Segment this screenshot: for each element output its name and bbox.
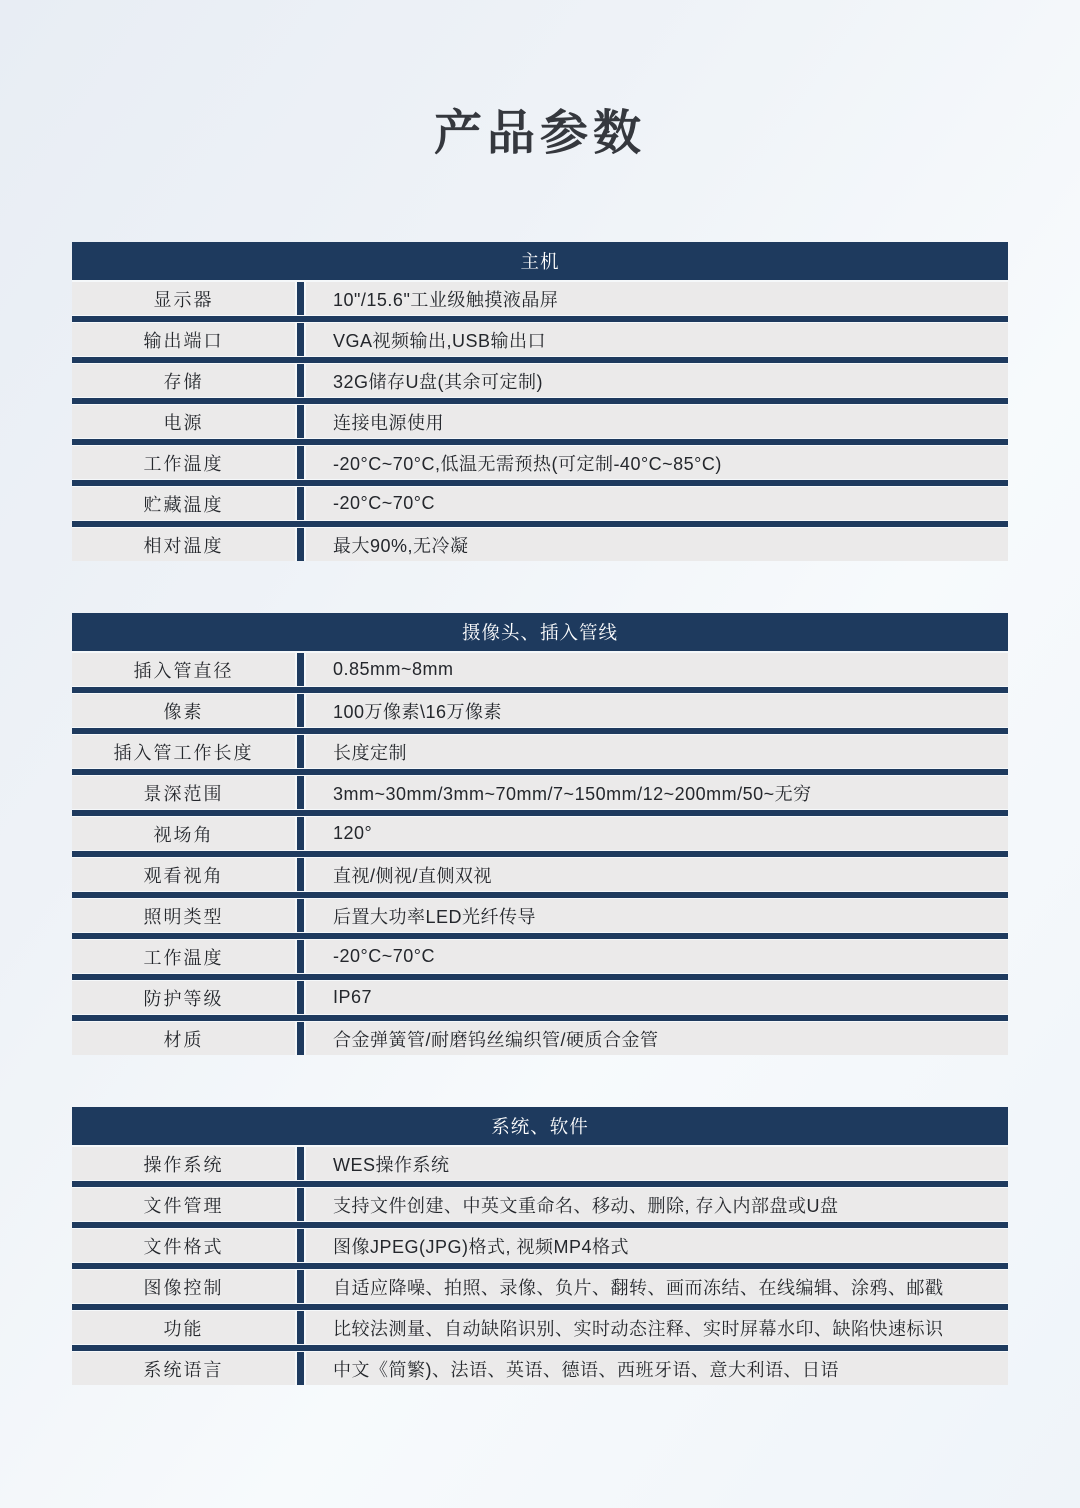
spec-value: 后置大功率LED光纤传导	[297, 899, 1008, 932]
table-row	[72, 364, 1008, 397]
spec-value: 比较法测量、自动缺陷识别、实时动态注释、实时屏幕水印、缺陷快速标识	[297, 1311, 1008, 1344]
spec-label: 功能	[72, 1311, 297, 1344]
table-header: 系统、软件	[72, 1107, 1008, 1147]
spec-value: 120°	[297, 817, 1008, 850]
spec-label: 景深范围	[72, 776, 297, 809]
row-divider	[72, 438, 1008, 446]
row-divider	[72, 809, 1008, 817]
table-row	[72, 694, 1008, 727]
row-divider	[72, 1262, 1008, 1270]
spec-value: -20°C~70°C	[297, 487, 1008, 520]
spec-label: 存储	[72, 364, 297, 397]
spec-label: 系统语言	[72, 1352, 297, 1385]
row-divider	[72, 932, 1008, 940]
table-row	[72, 899, 1008, 932]
spec-value: 中文《简繁)、法语、英语、德语、西班牙语、意大利语、日语	[297, 1352, 1008, 1385]
row-divider	[72, 1180, 1008, 1188]
row-divider	[72, 973, 1008, 981]
spec-value: 长度定制	[297, 735, 1008, 768]
spec-value: -20°C~70°C,低温无需预热(可定制-40°C~85°C)	[297, 446, 1008, 479]
table-row	[72, 323, 1008, 356]
table-row	[72, 858, 1008, 891]
table-row	[72, 1311, 1008, 1344]
table-row	[72, 487, 1008, 520]
spec-value: VGA视频输出,USB输出口	[297, 323, 1008, 356]
row-divider	[72, 356, 1008, 364]
spec-table	[72, 242, 1008, 561]
spec-value: IP67	[297, 981, 1008, 1014]
spec-label: 显示器	[72, 282, 297, 315]
row-divider	[72, 1221, 1008, 1229]
spec-value: 100万像素\16万像素	[297, 694, 1008, 727]
spec-value: 0.85mm~8mm	[297, 653, 1008, 686]
table-row	[72, 1147, 1008, 1180]
row-divider	[72, 727, 1008, 735]
spec-label: 图像控制	[72, 1270, 297, 1303]
table-row	[72, 1270, 1008, 1303]
spec-label: 操作系统	[72, 1147, 297, 1180]
spec-table	[72, 1107, 1008, 1385]
spec-label: 文件格式	[72, 1229, 297, 1262]
row-divider	[72, 397, 1008, 405]
row-divider	[72, 850, 1008, 858]
spec-label: 工作温度	[72, 940, 297, 973]
table-row	[72, 981, 1008, 1014]
spec-tables	[72, 242, 1008, 1385]
spec-label: 像素	[72, 694, 297, 727]
spec-label: 工作温度	[72, 446, 297, 479]
spec-value: 合金弹簧管/耐磨钨丝编织管/硬质合金管	[297, 1022, 1008, 1055]
spec-value: 支持文件创建、中英文重命名、移动、删除, 存入内部盘或U盘	[297, 1188, 1008, 1221]
table-row	[72, 282, 1008, 315]
spec-label: 相对温度	[72, 528, 297, 561]
table-row	[72, 528, 1008, 561]
table-row	[72, 1188, 1008, 1221]
spec-value: 图像JPEG(JPG)格式, 视频MP4格式	[297, 1229, 1008, 1262]
table-row	[72, 735, 1008, 768]
table-row	[72, 653, 1008, 686]
spec-label: 材质	[72, 1022, 297, 1055]
table-header: 摄像头、插入管线	[72, 613, 1008, 653]
row-divider	[72, 1014, 1008, 1022]
table-row	[72, 405, 1008, 438]
page-title: 产品参数	[433, 107, 646, 160]
row-divider	[72, 479, 1008, 487]
spec-label: 输出端口	[72, 323, 297, 356]
row-divider	[72, 891, 1008, 899]
spec-value: 直视/侧视/直侧双视	[297, 858, 1008, 891]
spec-value: 10"/15.6"工业级触摸液晶屏	[297, 282, 1008, 315]
spec-label: 插入管直径	[72, 653, 297, 686]
table-row	[72, 817, 1008, 850]
spec-table	[72, 613, 1008, 1055]
spec-value: WES操作系统	[297, 1147, 1008, 1180]
row-divider	[72, 520, 1008, 528]
spec-value: 32G储存U盘(其余可定制)	[297, 364, 1008, 397]
spec-label: 贮藏温度	[72, 487, 297, 520]
row-divider	[72, 1344, 1008, 1352]
row-divider	[72, 686, 1008, 694]
spec-label: 观看视角	[72, 858, 297, 891]
spec-value: 自适应降噪、拍照、录像、负片、翻转、画而冻结、在线编辑、涂鸦、邮戳	[297, 1270, 1008, 1303]
table-row	[72, 940, 1008, 973]
row-divider	[72, 768, 1008, 776]
table-row	[72, 446, 1008, 479]
spec-value: 最大90%,无冷凝	[297, 528, 1008, 561]
spec-label: 电源	[72, 405, 297, 438]
spec-label: 文件管理	[72, 1188, 297, 1221]
table-row	[72, 1022, 1008, 1055]
row-divider	[72, 315, 1008, 323]
table-row	[72, 1229, 1008, 1262]
spec-label: 防护等级	[72, 981, 297, 1014]
row-divider	[72, 1303, 1008, 1311]
spec-label: 照明类型	[72, 899, 297, 932]
table-header: 主机	[72, 242, 1008, 282]
spec-label: 插入管工作长度	[72, 735, 297, 768]
spec-value: 3mm~30mm/3mm~70mm/7~150mm/12~200mm/50~无穷	[297, 776, 1008, 809]
spec-value: -20°C~70°C	[297, 940, 1008, 973]
spec-label: 视场角	[72, 817, 297, 850]
table-row	[72, 1352, 1008, 1385]
table-row	[72, 776, 1008, 809]
spec-value: 连接电源使用	[297, 405, 1008, 438]
